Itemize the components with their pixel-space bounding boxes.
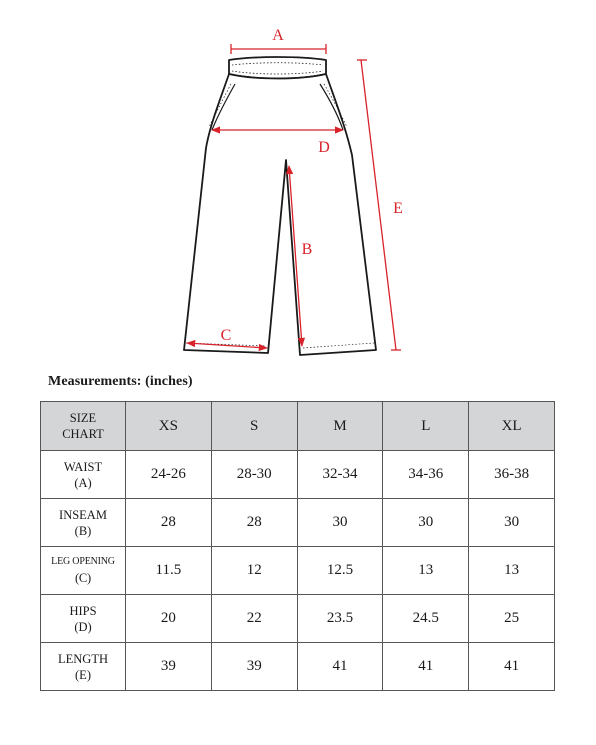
pants-outline [184, 57, 376, 355]
row-label [41, 547, 126, 595]
cell-value: 32-34 [297, 451, 383, 499]
row-label [41, 451, 126, 499]
corner-line-2: CHART [62, 427, 104, 441]
row-label-text: INSEAM [59, 507, 107, 522]
size-chart-corner [41, 402, 126, 451]
row-label-code: (B) [74, 523, 92, 538]
corner-line-1: SIZE [69, 411, 97, 425]
row-length [41, 643, 555, 691]
row-label-code: (C) [74, 570, 92, 585]
waistband [229, 57, 326, 79]
row-hips [41, 595, 555, 643]
row-label-text: WAIST [63, 459, 103, 474]
row-inseam [41, 499, 555, 547]
cell-value: 41 [469, 643, 555, 691]
row-label-code: (D) [74, 619, 92, 634]
size-header-xl: XL [469, 402, 555, 451]
size-header-m: M [297, 402, 383, 451]
size-header-l: L [383, 402, 469, 451]
cell-value: 39 [126, 643, 212, 691]
size-header-s: S [211, 402, 297, 451]
row-label [41, 643, 126, 691]
cell-value: 39 [211, 643, 297, 691]
cell-value: 28 [126, 499, 212, 547]
cell-value: 20 [126, 595, 212, 643]
cell-value: 30 [383, 499, 469, 547]
cell-value: 24-26 [126, 451, 212, 499]
cell-value: 13 [469, 547, 555, 595]
measure-a [231, 44, 326, 54]
cell-value: 12 [211, 547, 297, 595]
row-label [41, 595, 126, 643]
row-label-code: (A) [74, 475, 92, 490]
row-label-code: (E) [75, 667, 91, 682]
row-label [41, 499, 126, 547]
cell-value: 34-36 [383, 451, 469, 499]
cell-value: 41 [383, 643, 469, 691]
size-header-row [41, 402, 555, 451]
cell-value: 41 [297, 643, 383, 691]
cell-value: 23.5 [297, 595, 383, 643]
row-label-text: HIPS [69, 603, 97, 618]
label-a: A [272, 27, 284, 44]
label-d: D [318, 139, 330, 156]
cell-value: 13 [383, 547, 469, 595]
row-leg-opening [41, 547, 555, 595]
cell-value: 11.5 [126, 547, 212, 595]
cell-value: 30 [469, 499, 555, 547]
label-b: B [301, 241, 313, 258]
row-waist [41, 451, 555, 499]
cell-value: 30 [297, 499, 383, 547]
pants-body [184, 74, 376, 355]
cell-value: 36-38 [469, 451, 555, 499]
size-header-xs: XS [126, 402, 212, 451]
cell-value: 24.5 [383, 595, 469, 643]
size-chart-table [40, 401, 555, 691]
label-c: C [220, 327, 232, 344]
label-e: E [393, 200, 403, 217]
row-label-text: LENGTH [58, 651, 108, 666]
cell-value: 28-30 [211, 451, 297, 499]
row-label-text: LEG OPENING [51, 555, 115, 567]
cell-value: 28 [211, 499, 297, 547]
cell-value: 25 [469, 595, 555, 643]
cell-value: 22 [211, 595, 297, 643]
pants-diagram [0, 0, 596, 372]
measurements-title: Measurements: (inches) [48, 374, 193, 389]
cell-value: 12.5 [297, 547, 383, 595]
